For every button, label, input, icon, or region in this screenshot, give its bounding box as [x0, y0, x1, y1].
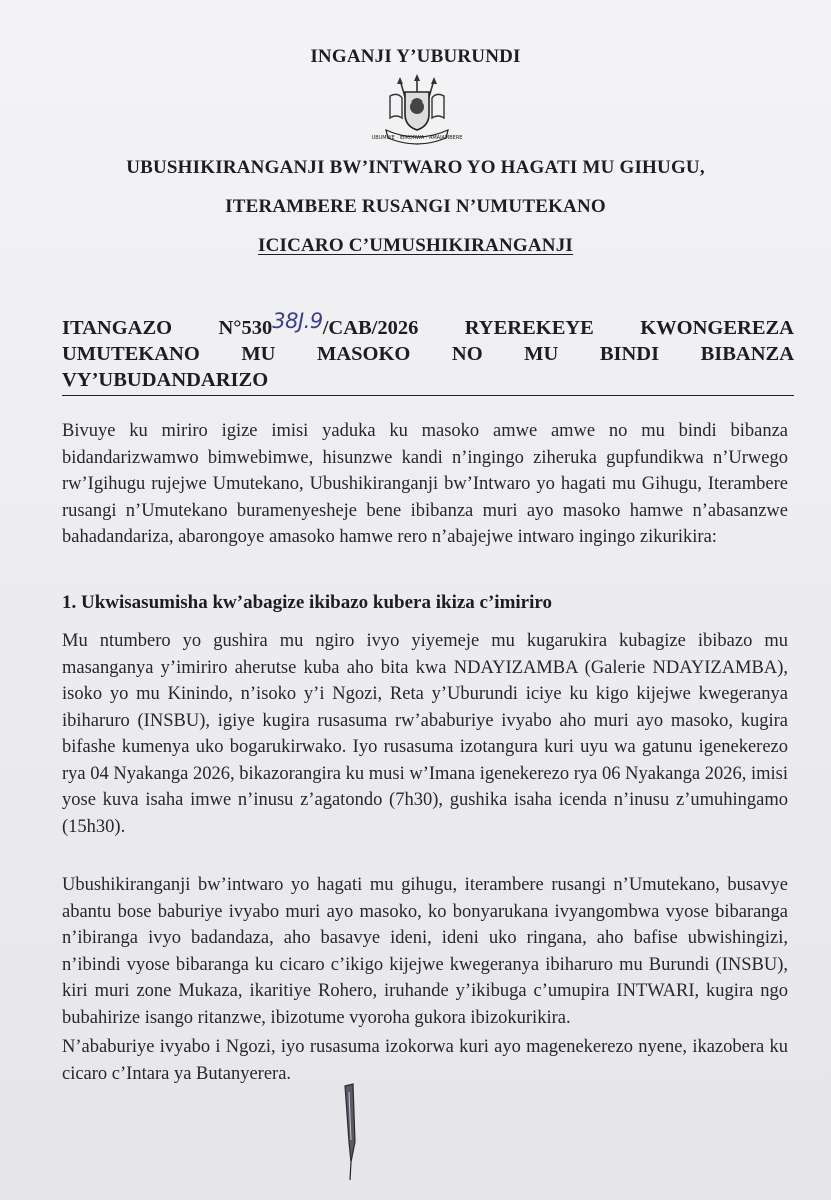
announcement-title: [62, 309, 794, 396]
title-prefix: ITANGAZO N°530: [62, 317, 273, 339]
section-paragraph-1: Mu ntumbero yo gushira mu ngiro ivyo yiyemeje mu kugarukira kubagize ibibazo mu masanganya y’imiriro aherutse kuba aho bita kwa NDAYIZAMBA (Galerie NDAYIZAMBA), isoko yo mu Kinindo, n’isoko y’i Ngozi, Reta y’Uburundi iciye ku kigo kijejwe kwegeranya ibiharuro (INSBU), igiye kugira rusasuma rw’ababuriye ivyabo aho muri ayo masoko, kugira bifashe kumenya uko bogarukirwako. Iyo rusasuma izotangura kuri uyu wa gatunu igenekerezo rya 04 Nyakanga 2026, bikazorangira ku musi w’Imana igenekerezo rya 06 Nyakanga 2026, imisi yose kuva isaha imwe n’inusu z’agatondo (7h30), gushika isaha icenda n’inusu z’umuhingamo (15h30).: [62, 631, 788, 837]
republic-heading: INGANJI Y’UBURUNDI: [310, 46, 521, 67]
coat-of-arms-icon: [372, 74, 462, 146]
emblem-motto: UBUMWE · IBIKORWA · AMAJAMBERE: [372, 135, 462, 141]
title-line1: [62, 309, 794, 341]
title-line3: VY’UBUDANDARIZO: [62, 369, 269, 391]
section-paragraph-2: Ubushikiranganji bw’intwaro yo hagati mu gihugu, iterambere rusangi n’Umutekano, busavye abantu bose baburiye ivyabo muri ayo masoko, ko bonyarukana ivyangombwa vyose bibaranga n’ibiranga ivyo badandaza, aho basavye ideni, ideni uko ringana, aho bafise ubwishingizi, n’ibindi vyose bibaranga ku cicaro c’ikigo kijejwe kwegeranya ibiharuro mu Burundi (INSBU), kiri muri zone Mukaza, ikaritiye Rohero, iruhande y’ikibuga c’umupira INTWARI, kugira ngo bubahirize isango ritanzwe, ibizotume vyoroha gukora ibizokurikira.: [62, 875, 788, 1028]
title-line2: UMUTEKANO MU MASOKO NO MU BINDI BIBANZA: [62, 343, 794, 365]
pen-icon: [325, 1082, 385, 1192]
section-heading: 1. Ukwisasumisha kw’abagize ikibazo kubera ikiza c’imiriro: [62, 592, 552, 613]
section-paragraph-3: N’ababuriye ivyabo i Ngozi, iyo rusasuma izokorwa kuri ayo magenekerezo nyene, ikazobera ku cicaro c’Intara ya Butanyerera.: [62, 1037, 788, 1084]
title-line1-rest: /CAB/2026 RYEREKEYE KWONGEREZA: [322, 317, 794, 339]
cabinet-heading: ICICARO C’UMUSHIKIRANGANJI: [257, 235, 574, 256]
ministry-title-line2: ITERAMBERE RUSANGI N’UMUTEKANO: [225, 196, 606, 217]
handwritten-number: 38J.9: [272, 309, 323, 333]
intro-paragraph: Bivuye ku miriro igize imisi yaduka ku masoko amwe amwe no mu bindi bibanza bidandarizwamwo bimwebimwe, hisunzwe kandi n’ingingo ziheruka gupfundikwa n’Urwego rw’Igihugu rujejwe Umutekano, Ubushikiranganji bw’Intwaro yo hagati mu Gihugu, Iterambere rusangi n’Umutekano buramenyesheje bene ibibanza muri ayo masoko hamwe n’abasanzwe bahadandariza, abarongoye amasoko hamwe rero n’abajejwe intwaro ingingo zikurikira:: [62, 421, 788, 547]
ministry-title-line1: UBUSHIKIRANGANJI BW’INTWARO YO HAGATI MU GIHUGU,: [126, 157, 705, 178]
